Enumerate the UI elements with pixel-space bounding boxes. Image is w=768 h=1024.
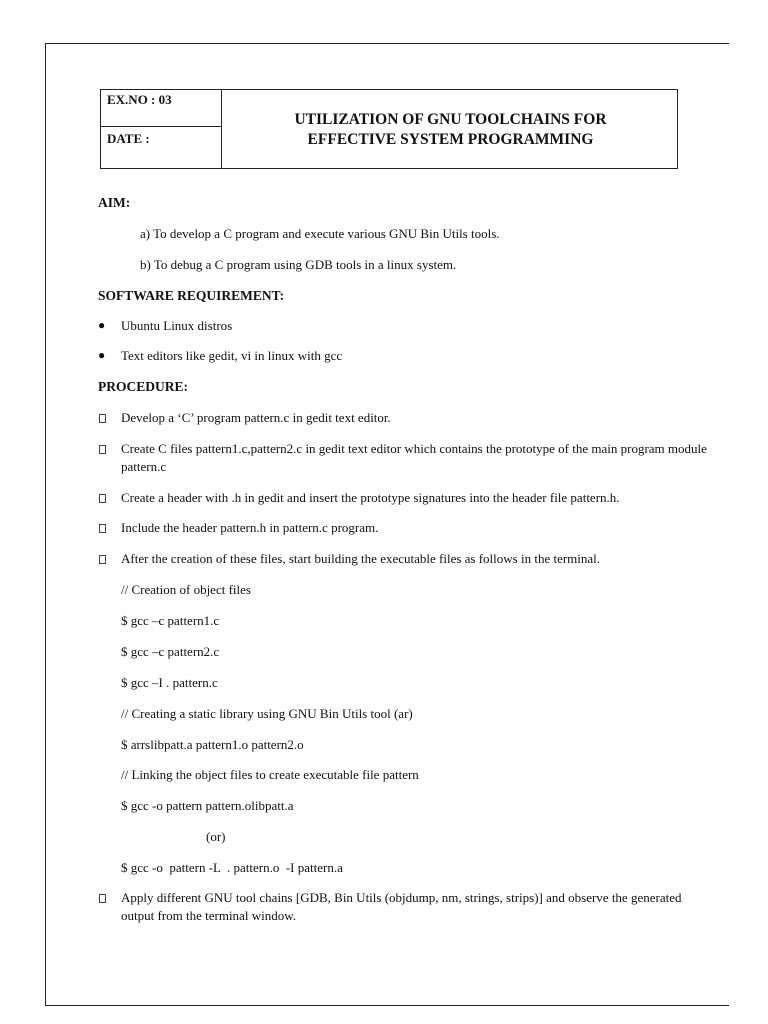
checkbox-icon [99,894,106,903]
header-divider [101,126,221,127]
checkbox-icon [99,494,106,503]
command-line-4: $ arrslibpatt.a pattern1.o pattern2.o [121,737,304,752]
procedure-final-step: Apply different GNU tool chains [GDB, Bin Utils (objdump, nm, strings, strips)] and observe the generated output from the terminal window. [121,890,682,923]
command-comment-3: // Linking the object files to create executable file pattern [121,767,419,782]
command-comment-1: // Creation of object files [121,582,251,597]
title-line-1: UTILIZATION OF GNU TOOLCHAINS FOR [294,111,607,128]
checkbox-icon [99,445,106,454]
title-line-2: EFFECTIVE SYSTEM PROGRAMMING [307,131,594,148]
bullet-icon: ● [98,348,106,362]
command-line-3: $ gcc –I . pattern.c [121,675,218,690]
aim-item-a: a) To develop a C program and execute various GNU Bin Utils tools. [140,226,500,241]
command-line-5: $ gcc -o pattern pattern.olibpatt.a [121,798,294,813]
command-line-2: $ gcc –c pattern2.c [121,644,220,659]
or-label: (or) [206,829,226,844]
command-line-1: $ gcc –c pattern1.c [121,613,220,628]
aim-item-b: b) To debug a C program using GDB tools in a linux system. [140,257,457,272]
aim-heading: AIM: [98,195,131,210]
procedure-heading: PROCEDURE: [98,379,188,394]
procedure-step-4: Include the header pattern.h in pattern.c program. [121,520,379,535]
procedure-step-2: Create C files pattern1.c,pattern2.c in gedit text editor which contains the prototype of the main program module pattern.c [121,441,707,474]
bullet-icon: ● [98,318,106,332]
date-label: DATE : [107,131,150,146]
procedure-step-1: Develop a ‘C’ program pattern.c in gedit text editor. [121,410,391,425]
exercise-number: EX.NO : 03 [107,92,172,107]
document-title [222,110,679,150]
checkbox-icon [99,414,106,423]
procedure-step-3: Create a header with .h in gedit and insert the prototype signatures into the header file pattern.h. [121,490,620,505]
checkbox-icon [99,555,106,564]
software-item-2: Text editors like gedit, vi in linux with gcc [121,348,343,363]
software-heading: SOFTWARE REQUIREMENT: [98,288,285,303]
procedure-step-5: After the creation of these files, start building the executable files as follows in the terminal. [121,551,601,566]
header-left-cell [101,90,222,168]
software-item-1: Ubuntu Linux distros [121,318,233,333]
command-comment-2: // Creating a static library using GNU Bin Utils tool (ar) [121,706,413,721]
checkbox-icon [99,524,106,533]
header-table [100,89,678,169]
command-line-6: $ gcc -o pattern -L . pattern.o -I pattern.a [121,860,343,875]
